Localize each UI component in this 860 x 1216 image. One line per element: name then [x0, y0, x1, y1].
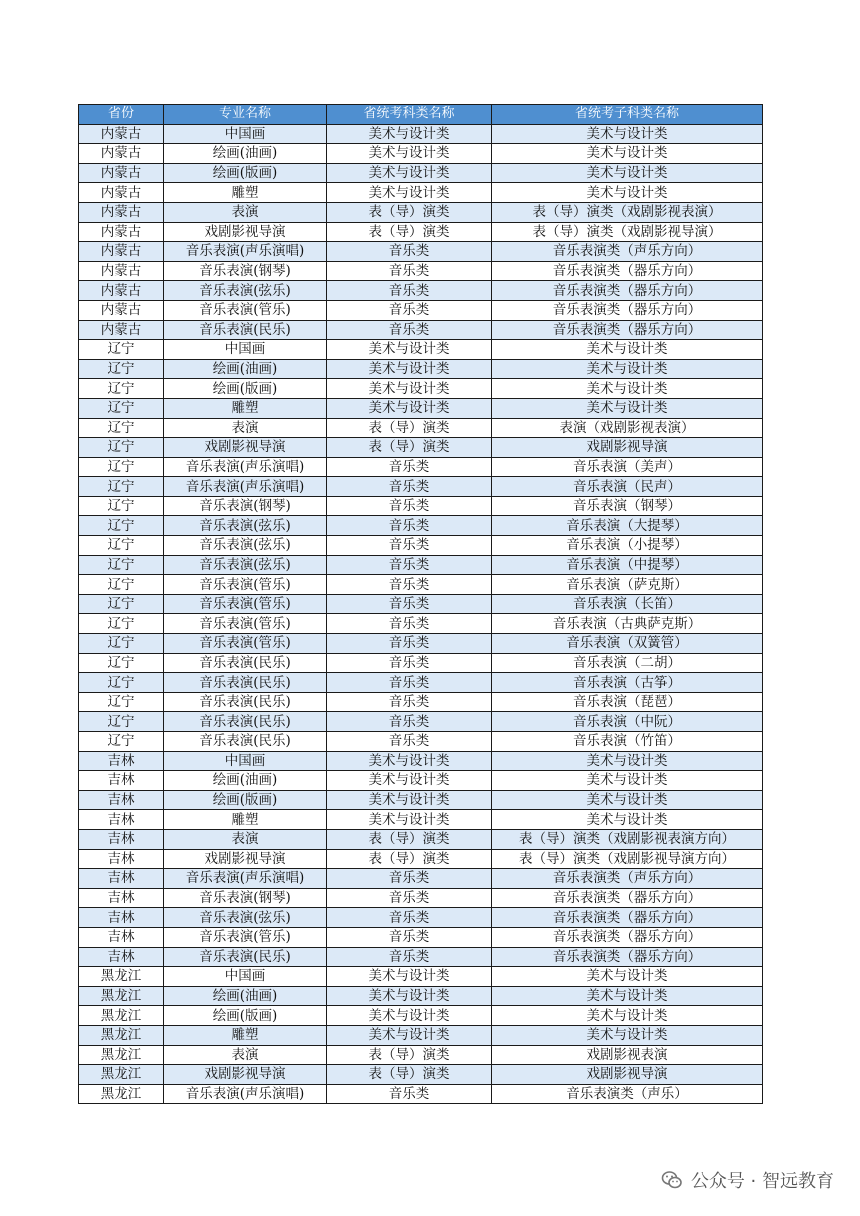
cell-exam-subcategory: 美术与设计类 — [492, 340, 763, 360]
cell-major-name: 音乐表演(声乐演唱) — [164, 1084, 327, 1104]
cell-exam-category: 音乐类 — [327, 927, 492, 947]
cell-exam-category: 美术与设计类 — [327, 398, 492, 418]
cell-province: 黑龙江 — [79, 986, 164, 1006]
cell-exam-subcategory: 表（导）演类（戏剧影视表演方向） — [492, 829, 763, 849]
table-row — [79, 222, 763, 242]
cell-exam-category: 美术与设计类 — [327, 163, 492, 183]
cell-major-name: 绘画(油画) — [164, 359, 327, 379]
cell-province: 吉林 — [79, 927, 164, 947]
cell-exam-subcategory: 音乐表演（中提琴） — [492, 555, 763, 575]
cell-major-name: 绘画(版画) — [164, 790, 327, 810]
table-row — [79, 144, 763, 164]
header-exam-subcategory: 省统考子科类名称 — [492, 105, 763, 125]
cell-major-name: 表演 — [164, 202, 327, 222]
cell-major-name: 音乐表演(弦乐) — [164, 536, 327, 556]
cell-exam-category: 表（导）演类 — [327, 1045, 492, 1065]
cell-exam-category: 音乐类 — [327, 692, 492, 712]
watermark-text: 公众号 · 智远教育 — [690, 1171, 834, 1192]
cell-exam-category: 表（导）演类 — [327, 222, 492, 242]
table-row — [79, 379, 763, 399]
table-row — [79, 398, 763, 418]
header-province: 省份 — [79, 105, 164, 125]
cell-exam-subcategory: 音乐表演（古筝） — [492, 673, 763, 693]
cell-exam-subcategory: 美术与设计类 — [492, 771, 763, 791]
cell-exam-category: 表（导）演类 — [327, 1065, 492, 1085]
cell-province: 吉林 — [79, 829, 164, 849]
cell-major-name: 中国画 — [164, 751, 327, 771]
cell-exam-subcategory: 音乐表演类（声乐） — [492, 1084, 763, 1104]
cell-exam-subcategory: 音乐表演（双簧管） — [492, 634, 763, 654]
cell-major-name: 音乐表演(管乐) — [164, 614, 327, 634]
cell-exam-category: 音乐类 — [327, 732, 492, 752]
cell-exam-subcategory: 表（导）演类（戏剧影视导演方向） — [492, 849, 763, 869]
table-row — [79, 242, 763, 262]
cell-exam-subcategory: 音乐表演（竹笛） — [492, 732, 763, 752]
cell-major-name: 音乐表演(声乐演唱) — [164, 242, 327, 262]
cell-exam-subcategory: 美术与设计类 — [492, 967, 763, 987]
cell-exam-category: 音乐类 — [327, 673, 492, 693]
table-row — [79, 888, 763, 908]
cell-major-name: 绘画(版画) — [164, 163, 327, 183]
table-row — [79, 732, 763, 752]
cell-exam-category: 音乐类 — [327, 594, 492, 614]
cell-exam-subcategory: 表（导）演类（戏剧影视表演） — [492, 202, 763, 222]
cell-province: 吉林 — [79, 810, 164, 830]
cell-major-name: 绘画(油画) — [164, 771, 327, 791]
cell-province: 辽宁 — [79, 516, 164, 536]
cell-exam-subcategory: 音乐表演（二胡） — [492, 653, 763, 673]
cell-exam-subcategory: 戏剧影视表演 — [492, 1045, 763, 1065]
cell-major-name: 中国画 — [164, 967, 327, 987]
cell-exam-category: 音乐类 — [327, 261, 492, 281]
cell-exam-subcategory: 美术与设计类 — [492, 163, 763, 183]
cell-major-name: 绘画(油画) — [164, 144, 327, 164]
cell-exam-category: 美术与设计类 — [327, 810, 492, 830]
table-row — [79, 1065, 763, 1085]
cell-province: 辽宁 — [79, 359, 164, 379]
table-row — [79, 771, 763, 791]
cell-province: 吉林 — [79, 790, 164, 810]
cell-province: 辽宁 — [79, 340, 164, 360]
cell-exam-category: 音乐类 — [327, 653, 492, 673]
cell-exam-category: 美术与设计类 — [327, 1025, 492, 1045]
cell-province: 吉林 — [79, 888, 164, 908]
cell-exam-subcategory: 音乐表演（长笛） — [492, 594, 763, 614]
cell-exam-category: 音乐类 — [327, 908, 492, 928]
table-row — [79, 967, 763, 987]
table-row — [79, 340, 763, 360]
table-row — [79, 810, 763, 830]
cell-exam-category: 音乐类 — [327, 536, 492, 556]
cell-major-name: 表演 — [164, 418, 327, 438]
table-row — [79, 496, 763, 516]
cell-major-name: 音乐表演(钢琴) — [164, 496, 327, 516]
table-row — [79, 281, 763, 301]
cell-province: 辽宁 — [79, 477, 164, 497]
cell-province: 内蒙古 — [79, 183, 164, 203]
cell-exam-subcategory: 音乐表演类（声乐方向） — [492, 242, 763, 262]
cell-province: 内蒙古 — [79, 261, 164, 281]
cell-exam-category: 音乐类 — [327, 869, 492, 889]
cell-province: 辽宁 — [79, 398, 164, 418]
enrollment-table — [78, 104, 763, 1104]
cell-exam-subcategory: 戏剧影视导演 — [492, 1065, 763, 1085]
cell-province: 内蒙古 — [79, 222, 164, 242]
cell-exam-subcategory: 音乐表演（美声） — [492, 457, 763, 477]
cell-exam-subcategory: 音乐表演（中阮） — [492, 712, 763, 732]
cell-major-name: 音乐表演(钢琴) — [164, 888, 327, 908]
cell-exam-subcategory: 音乐表演（大提琴） — [492, 516, 763, 536]
cell-exam-category: 表（导）演类 — [327, 849, 492, 869]
cell-province: 辽宁 — [79, 496, 164, 516]
cell-major-name: 音乐表演(管乐) — [164, 634, 327, 654]
cell-major-name: 雕塑 — [164, 1025, 327, 1045]
cell-exam-category: 音乐类 — [327, 320, 492, 340]
table-body — [79, 124, 763, 1104]
cell-province: 吉林 — [79, 869, 164, 889]
table-row — [79, 712, 763, 732]
cell-exam-subcategory: 音乐表演类（声乐方向） — [492, 869, 763, 889]
cell-province: 吉林 — [79, 908, 164, 928]
cell-province: 辽宁 — [79, 614, 164, 634]
table-row — [79, 908, 763, 928]
table-row — [79, 457, 763, 477]
cell-major-name: 戏剧影视导演 — [164, 1065, 327, 1085]
cell-exam-category: 美术与设计类 — [327, 986, 492, 1006]
cell-province: 辽宁 — [79, 673, 164, 693]
cell-major-name: 音乐表演(民乐) — [164, 732, 327, 752]
cell-exam-subcategory: 音乐表演类（器乐方向） — [492, 261, 763, 281]
cell-province: 内蒙古 — [79, 124, 164, 144]
cell-major-name: 音乐表演(民乐) — [164, 653, 327, 673]
cell-exam-subcategory: 音乐表演类（器乐方向） — [492, 927, 763, 947]
cell-exam-category: 美术与设计类 — [327, 359, 492, 379]
cell-province: 辽宁 — [79, 438, 164, 458]
cell-province: 辽宁 — [79, 732, 164, 752]
table-row — [79, 594, 763, 614]
cell-major-name: 表演 — [164, 829, 327, 849]
cell-major-name: 戏剧影视导演 — [164, 849, 327, 869]
cell-exam-category: 音乐类 — [327, 614, 492, 634]
cell-exam-subcategory: 美术与设计类 — [492, 1025, 763, 1045]
cell-exam-category: 音乐类 — [327, 575, 492, 595]
cell-exam-category: 美术与设计类 — [327, 144, 492, 164]
cell-province: 辽宁 — [79, 555, 164, 575]
cell-exam-category: 音乐类 — [327, 947, 492, 967]
cell-province: 辽宁 — [79, 634, 164, 654]
cell-exam-subcategory: 音乐表演（民声） — [492, 477, 763, 497]
cell-exam-category: 音乐类 — [327, 281, 492, 301]
cell-exam-category: 音乐类 — [327, 457, 492, 477]
cell-major-name: 音乐表演(管乐) — [164, 300, 327, 320]
cell-major-name: 绘画(版画) — [164, 1006, 327, 1026]
table-row — [79, 986, 763, 1006]
cell-major-name: 音乐表演(弦乐) — [164, 555, 327, 575]
cell-major-name: 音乐表演(民乐) — [164, 692, 327, 712]
cell-exam-subcategory: 音乐表演类（器乐方向） — [492, 320, 763, 340]
cell-major-name: 音乐表演(声乐演唱) — [164, 869, 327, 889]
table-row — [79, 261, 763, 281]
cell-exam-category: 美术与设计类 — [327, 183, 492, 203]
cell-exam-subcategory: 音乐表演（古典萨克斯） — [492, 614, 763, 634]
table-row — [79, 1025, 763, 1045]
table-row — [79, 202, 763, 222]
cell-major-name: 音乐表演(弦乐) — [164, 908, 327, 928]
table-row — [79, 790, 763, 810]
cell-province: 辽宁 — [79, 457, 164, 477]
cell-exam-category: 美术与设计类 — [327, 379, 492, 399]
table-row — [79, 829, 763, 849]
cell-exam-subcategory: 表演（戏剧影视表演） — [492, 418, 763, 438]
table-row — [79, 1084, 763, 1104]
cell-major-name: 绘画(油画) — [164, 986, 327, 1006]
cell-major-name: 音乐表演(弦乐) — [164, 281, 327, 301]
table-row — [79, 300, 763, 320]
cell-major-name: 音乐表演(钢琴) — [164, 261, 327, 281]
cell-exam-subcategory: 美术与设计类 — [492, 790, 763, 810]
cell-exam-subcategory: 美术与设计类 — [492, 359, 763, 379]
cell-exam-category: 表（导）演类 — [327, 202, 492, 222]
cell-province: 辽宁 — [79, 379, 164, 399]
cell-exam-category: 美术与设计类 — [327, 1006, 492, 1026]
cell-exam-category: 音乐类 — [327, 477, 492, 497]
cell-province: 吉林 — [79, 947, 164, 967]
cell-exam-category: 表（导）演类 — [327, 438, 492, 458]
table-row — [79, 947, 763, 967]
cell-exam-category: 美术与设计类 — [327, 340, 492, 360]
cell-exam-subcategory: 美术与设计类 — [492, 124, 763, 144]
table-row — [79, 653, 763, 673]
cell-major-name: 雕塑 — [164, 810, 327, 830]
table-row — [79, 418, 763, 438]
cell-exam-subcategory: 美术与设计类 — [492, 183, 763, 203]
table-row — [79, 869, 763, 889]
cell-exam-subcategory: 音乐表演类（器乐方向） — [492, 300, 763, 320]
cell-exam-category: 美术与设计类 — [327, 771, 492, 791]
cell-major-name: 音乐表演(民乐) — [164, 712, 327, 732]
cell-exam-subcategory: 美术与设计类 — [492, 1006, 763, 1026]
cell-exam-category: 音乐类 — [327, 496, 492, 516]
cell-exam-subcategory: 戏剧影视导演 — [492, 438, 763, 458]
table-row — [79, 751, 763, 771]
cell-province: 黑龙江 — [79, 1025, 164, 1045]
cell-exam-category: 美术与设计类 — [327, 790, 492, 810]
cell-province: 内蒙古 — [79, 163, 164, 183]
cell-exam-category: 美术与设计类 — [327, 967, 492, 987]
cell-exam-subcategory: 美术与设计类 — [492, 398, 763, 418]
table-row — [79, 1006, 763, 1026]
cell-exam-subcategory: 表（导）演类（戏剧影视导演） — [492, 222, 763, 242]
cell-major-name: 雕塑 — [164, 398, 327, 418]
cell-major-name: 戏剧影视导演 — [164, 222, 327, 242]
table-row — [79, 634, 763, 654]
cell-exam-subcategory: 美术与设计类 — [492, 810, 763, 830]
cell-province: 辽宁 — [79, 575, 164, 595]
cell-province: 内蒙古 — [79, 300, 164, 320]
cell-province: 内蒙古 — [79, 242, 164, 262]
table-row — [79, 536, 763, 556]
table-row — [79, 692, 763, 712]
table-header-row — [79, 105, 763, 125]
cell-major-name: 音乐表演(民乐) — [164, 320, 327, 340]
cell-province: 辽宁 — [79, 712, 164, 732]
table-row — [79, 555, 763, 575]
table-row — [79, 575, 763, 595]
cell-major-name: 音乐表演(管乐) — [164, 594, 327, 614]
cell-province: 黑龙江 — [79, 1065, 164, 1085]
cell-major-name: 音乐表演(民乐) — [164, 673, 327, 693]
cell-exam-subcategory: 音乐表演类（器乐方向） — [492, 281, 763, 301]
cell-exam-category: 音乐类 — [327, 242, 492, 262]
cell-exam-subcategory: 音乐表演（小提琴） — [492, 536, 763, 556]
cell-province: 黑龙江 — [79, 1084, 164, 1104]
cell-major-name: 音乐表演(管乐) — [164, 927, 327, 947]
cell-exam-category: 音乐类 — [327, 516, 492, 536]
header-major-name: 专业名称 — [164, 105, 327, 125]
cell-province: 辽宁 — [79, 653, 164, 673]
cell-major-name: 戏剧影视导演 — [164, 438, 327, 458]
cell-exam-category: 音乐类 — [327, 712, 492, 732]
cell-province: 吉林 — [79, 751, 164, 771]
table-row — [79, 438, 763, 458]
cell-exam-subcategory: 音乐表演（琵琶） — [492, 692, 763, 712]
table-row — [79, 673, 763, 693]
table-row — [79, 124, 763, 144]
cell-exam-category: 表（导）演类 — [327, 418, 492, 438]
cell-major-name: 音乐表演(声乐演唱) — [164, 457, 327, 477]
cell-exam-subcategory: 音乐表演类（器乐方向） — [492, 888, 763, 908]
cell-province: 黑龙江 — [79, 1006, 164, 1026]
table-row — [79, 359, 763, 379]
cell-major-name: 音乐表演(管乐) — [164, 575, 327, 595]
cell-exam-subcategory: 美术与设计类 — [492, 379, 763, 399]
table-row — [79, 1045, 763, 1065]
cell-exam-category: 美术与设计类 — [327, 751, 492, 771]
cell-province: 内蒙古 — [79, 281, 164, 301]
watermark — [661, 1167, 834, 1193]
table-row — [79, 516, 763, 536]
wechat-icon — [661, 1169, 683, 1191]
cell-province: 吉林 — [79, 771, 164, 791]
cell-major-name: 音乐表演(弦乐) — [164, 516, 327, 536]
cell-province: 黑龙江 — [79, 1045, 164, 1065]
cell-exam-category: 音乐类 — [327, 1084, 492, 1104]
cell-major-name: 表演 — [164, 1045, 327, 1065]
header-exam-category: 省统考科类名称 — [327, 105, 492, 125]
cell-exam-subcategory: 美术与设计类 — [492, 986, 763, 1006]
cell-major-name: 雕塑 — [164, 183, 327, 203]
cell-province: 辽宁 — [79, 594, 164, 614]
cell-province: 内蒙古 — [79, 144, 164, 164]
cell-major-name: 绘画(版画) — [164, 379, 327, 399]
cell-exam-category: 音乐类 — [327, 888, 492, 908]
cell-exam-subcategory: 音乐表演（萨克斯） — [492, 575, 763, 595]
cell-exam-subcategory: 美术与设计类 — [492, 751, 763, 771]
cell-major-name: 中国画 — [164, 340, 327, 360]
cell-province: 内蒙古 — [79, 202, 164, 222]
cell-major-name: 中国画 — [164, 124, 327, 144]
cell-major-name: 音乐表演(声乐演唱) — [164, 477, 327, 497]
cell-province: 黑龙江 — [79, 967, 164, 987]
cell-exam-subcategory: 音乐表演类（器乐方向） — [492, 908, 763, 928]
table-row — [79, 163, 763, 183]
cell-exam-category: 音乐类 — [327, 555, 492, 575]
cell-exam-subcategory: 音乐表演类（器乐方向） — [492, 947, 763, 967]
cell-exam-category: 表（导）演类 — [327, 829, 492, 849]
table-row — [79, 320, 763, 340]
cell-province: 内蒙古 — [79, 320, 164, 340]
cell-province: 辽宁 — [79, 418, 164, 438]
table-row — [79, 183, 763, 203]
table-row — [79, 849, 763, 869]
table-row — [79, 614, 763, 634]
cell-exam-category: 美术与设计类 — [327, 124, 492, 144]
cell-province: 吉林 — [79, 849, 164, 869]
cell-province: 辽宁 — [79, 536, 164, 556]
cell-province: 辽宁 — [79, 692, 164, 712]
cell-exam-subcategory: 音乐表演（钢琴） — [492, 496, 763, 516]
cell-exam-category: 音乐类 — [327, 300, 492, 320]
cell-exam-subcategory: 美术与设计类 — [492, 144, 763, 164]
table-row — [79, 477, 763, 497]
table-row — [79, 927, 763, 947]
cell-major-name: 音乐表演(民乐) — [164, 947, 327, 967]
cell-exam-category: 音乐类 — [327, 634, 492, 654]
